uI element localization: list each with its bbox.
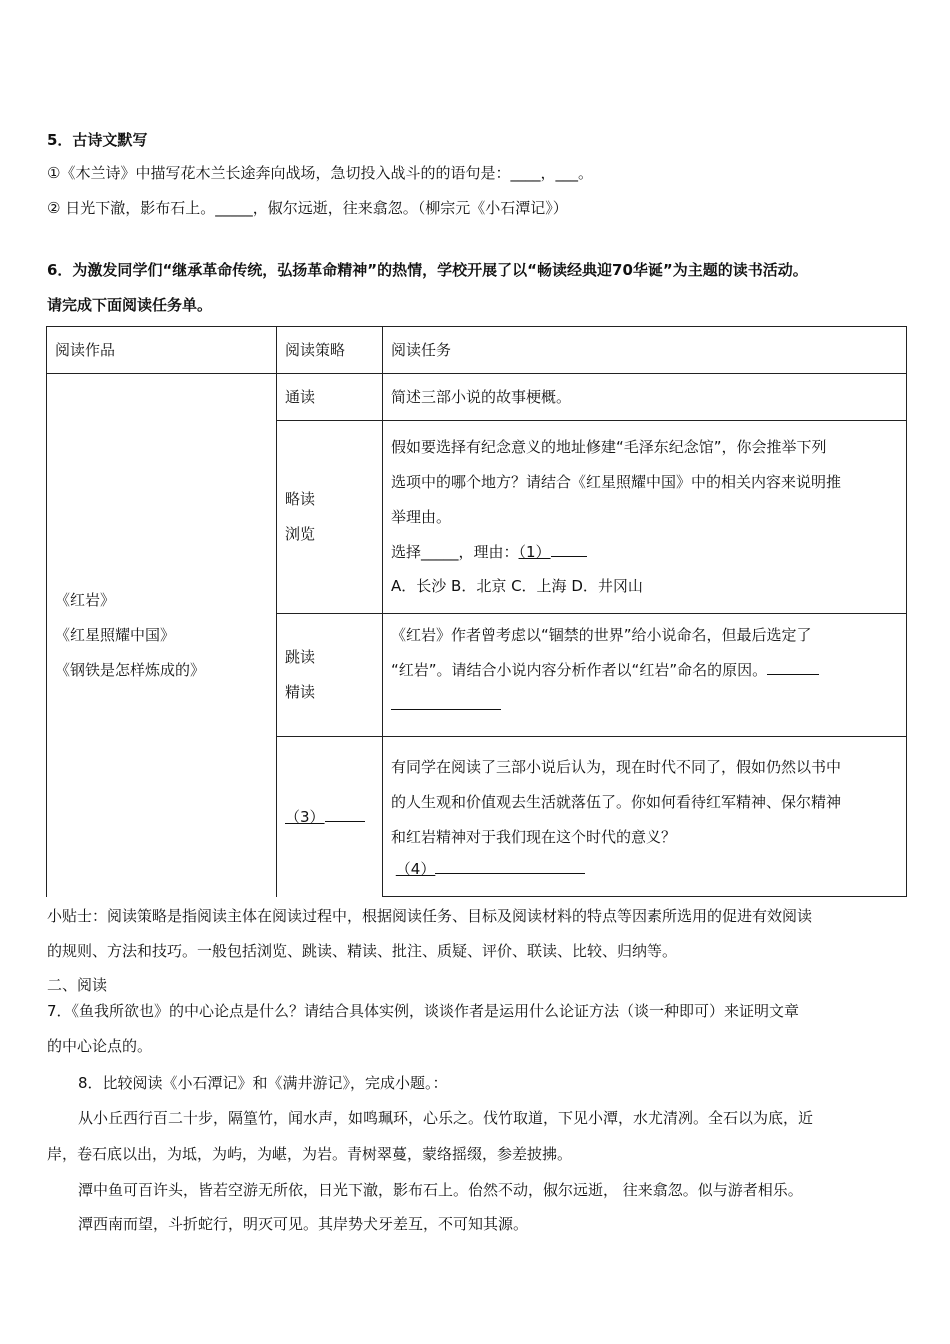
task-cell: 假如要选择有纪念意义的地址修建“毛泽东纪念馆”，你会推举下列 选项中的哪个地方？请结合《红星照耀中国》中的相关内容来说明推 举理由。 选择_____，理由：（1） A．长沙 B．北京 C．上海 D．井冈山 <box>383 421 907 614</box>
task-cell: 简述三部小说的故事梗概。 <box>383 374 907 421</box>
strategy-cell: 略读 浏览 <box>277 421 383 614</box>
task-cell: 《红岩》作者曾考虑以“锢禁的世界”给小说命名，但最后选定了 “红岩”。请结合小说内容分析作者以“红岩”命名的原因。 <box>383 614 907 737</box>
section-heading: 二、阅读 <box>47 976 108 994</box>
works-cell <box>47 374 277 897</box>
strategy-cell: 跳读 精读 <box>277 614 383 737</box>
q5-item-1: ①《木兰诗》中描写花木兰长途奔向战场，急切投入战斗的的语句是：____，___。 <box>47 164 593 182</box>
q8-title: 8．比较阅读《小石潭记》和《满井游记》，完成小题。： <box>78 1074 448 1092</box>
q5-title: 5．古诗文默写 <box>47 131 148 149</box>
q6-prompt-line-2: 请完成下面阅读任务单。 <box>47 296 213 314</box>
passage-line: 潭中鱼可百许头，皆若空游无所依，日光下澈，影布石上。佁然不动，俶尔远逝， 往来翕忽。似与游者相乐。 <box>78 1181 803 1199</box>
q7-line-2: 的中心论点的。 <box>47 1037 153 1055</box>
q6-prompt-line-1: 6．为激发同学们“继承革命传统，弘扬革命精神”的热情，学校开展了以“畅读经典迎70华诞”为主题的读书活动。 <box>47 261 808 279</box>
work-title: 《钢铁是怎样炼成的》 <box>55 660 206 679</box>
header-works: 阅读作品 <box>47 327 277 374</box>
header-task: 阅读任务 <box>383 327 907 374</box>
task-cell: 有同学在阅读了三部小说后认为，现在时代不同了，假如仍然以书中 的人生观和价值观去生活就落伍了。你如何看待红军精神、保尔精神 和红岩精神对于我们现在这个时代的意义？ （4） <box>383 737 907 897</box>
strategy-cell: 通读 <box>277 374 383 421</box>
answer-options: A．长沙 B．北京 C．上海 D．井冈山 <box>391 577 643 595</box>
passage-line: 潭西南而望，斗折蛇行，明灭可见。其岸势犬牙差互，不可知其源。 <box>78 1215 529 1233</box>
q5-item-2: ② 日光下澈，影布石上。_____，俶尔远逝，往来翕忽。（柳宗元《小石潭记》） <box>47 199 568 217</box>
q6-tip-line-2: 的规则、方法和技巧。一般包括浏览、跳读、精读、批注、质疑、评价、联读、比较、归纳等。 <box>47 942 678 960</box>
passage-line: 岸，卷石底以出，为坻，为屿，为嵁，为岩。青树翠蔓，蒙络摇缀，参差披拂。 <box>47 1145 573 1163</box>
strategy-cell: （3） <box>277 737 383 897</box>
work-title: 《红星照耀中国》 <box>55 625 176 644</box>
q7-line-1: 7．《鱼我所欲也》的中心论点是什么？请结合具体实例，谈谈作者是运用什么论证方法（谈一种即可）来证明文章 <box>47 1002 800 1020</box>
header-strategy: 阅读策略 <box>277 327 383 374</box>
work-title: 《红岩》 <box>55 590 116 609</box>
q6-tip-line-1: 小贴士：阅读策略是指阅读主体在阅读过程中，根据阅读任务、目标及阅读材料的特点等因素所选用的促进有效阅读 <box>47 907 813 925</box>
passage-line: 从小丘西行百二十步，隔篁竹，闻水声，如鸣珮环，心乐之。伐竹取道，下见小潭，水尤清冽。全石以为底，近 <box>78 1109 814 1127</box>
reading-task-table <box>46 326 907 897</box>
